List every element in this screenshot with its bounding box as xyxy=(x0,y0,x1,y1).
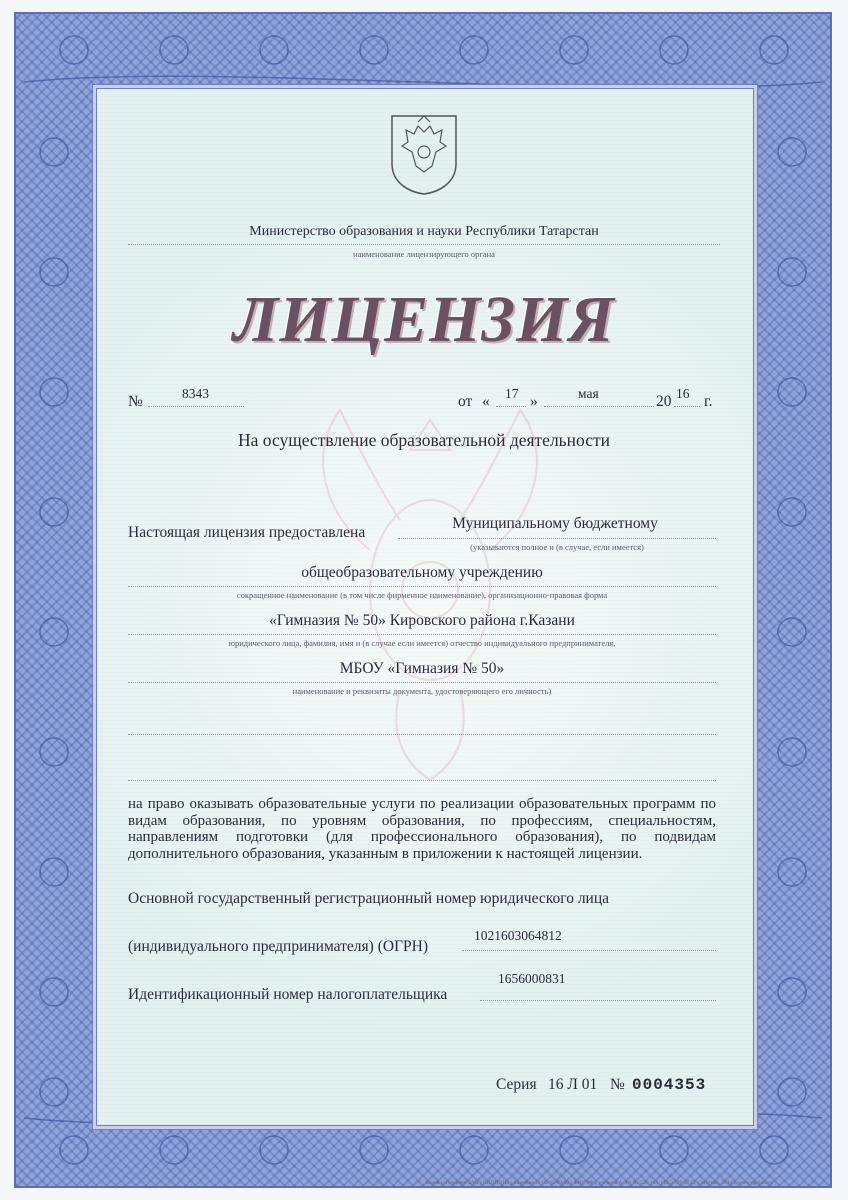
year-label: г. xyxy=(704,393,713,410)
license-subject: На осуществление образовательной деятельности xyxy=(238,430,610,450)
license-number: 8343 xyxy=(182,386,209,401)
series-label: Серия xyxy=(496,1076,537,1093)
ogrn-underline xyxy=(462,950,716,951)
recipient-caption-3: юридического лица, фамилия, имя и (в случае если имеется) отчество индивидуального предпринимателя, xyxy=(228,638,616,648)
inn-underline xyxy=(480,1000,716,1001)
year-underline xyxy=(674,406,700,407)
rights-paragraph: на право оказывать образовательные услуги по реализации образовательных программ по видам образования, по уровням образования, по профессиям, специальностям, направлениям подготовки (для профессионального образования), по подвидам дополнительного образования, указанным в приложении к настоящей лицензии. xyxy=(128,796,716,862)
coat-of-arms-icon xyxy=(388,112,460,196)
year-suffix: 16 xyxy=(676,386,690,401)
inn-value: 1656000831 xyxy=(498,971,566,986)
recipient-line-1: Муниципальному бюджетному xyxy=(452,515,658,532)
authority-underline xyxy=(128,244,720,245)
date-month: мая xyxy=(578,386,599,401)
recipient-underline-2 xyxy=(128,586,716,587)
printer-imprint: Бланк изготовлен ЗАО «ОПЦИОН» (лицензия № 05-05-09/003 ФНС РФ), уровень А, т/з № 520, тел. (495) 726-4742, г.Москва, 2014 г. www.opcion.ru xyxy=(425,1180,772,1186)
day-underline xyxy=(496,406,526,407)
licensing-authority: Министерство образования и науки Республики Татарстан xyxy=(249,224,599,239)
quote-open: « xyxy=(482,393,490,410)
year-prefix: 20 xyxy=(656,393,672,410)
document-title: ЛИЦЕНЗИЯ xyxy=(233,283,615,356)
ogrn-label-line-2: (индивидуального предпринимателя) (ОГРН) xyxy=(128,938,429,955)
recipient-underline-1 xyxy=(398,538,716,539)
ogrn-label-line-1: Основной государственный регистрационный номер юридического лица xyxy=(128,890,610,907)
month-underline xyxy=(544,406,654,407)
number-underline xyxy=(148,406,244,407)
recipient-underline-4 xyxy=(128,682,716,683)
granted-label: Настоящая лицензия предоставлена xyxy=(128,524,366,541)
series-value: 16 Л 01 xyxy=(548,1076,598,1093)
blank-underline-1 xyxy=(128,734,716,735)
recipient-line-2: общеобразовательному учреждению xyxy=(301,564,543,581)
recipient-caption-1: (указываются полное и (в случае, если имеется) xyxy=(470,542,644,552)
date-day: 17 xyxy=(505,386,519,401)
recipient-caption-4: наименование и реквизиты документа, удостоверяющего его личность) xyxy=(292,686,552,696)
recipient-caption-2: сокращенное наименование (в том числе фирменное наименование), организационно-правовая форма xyxy=(236,590,608,600)
quote-close: » xyxy=(530,393,538,410)
recipient-line-3: «Гимназия № 50» Кировского района г.Казани xyxy=(269,612,575,629)
serial-label: № xyxy=(610,1076,625,1093)
inn-label: Идентификационный номер налогоплательщика xyxy=(128,986,448,1003)
blank-underline-2 xyxy=(128,780,716,781)
date-from-label: от xyxy=(458,393,473,410)
recipient-underline-3 xyxy=(128,634,716,635)
ogrn-value: 1021603064812 xyxy=(474,928,562,943)
authority-caption: наименование лицензирующего органа xyxy=(353,249,495,259)
recipient-line-4: МБОУ «Гимназия № 50» xyxy=(339,660,505,677)
number-label: № xyxy=(128,393,143,410)
serial-number: 0004353 xyxy=(632,1076,707,1094)
